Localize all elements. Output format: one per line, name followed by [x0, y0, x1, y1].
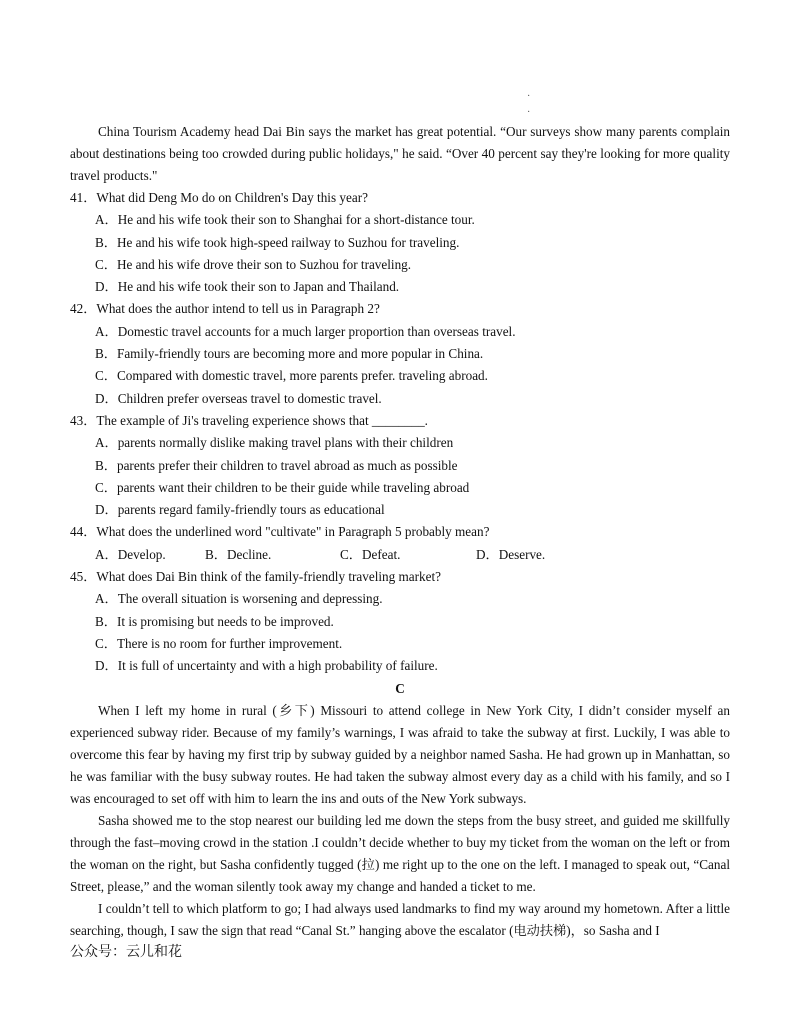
option-d: D．He and his wife took their son to Japan and Thailand.: [95, 279, 400, 295]
option-b: B．He and his wife took high-speed railway to Suzhou for traveling.: [95, 234, 460, 250]
question-stem: 42．What does the author intend to tell us in Paragraph 2?: [70, 301, 380, 317]
option-a: A．He and his wife took their son to Shanghai for a short-distance tour.: [95, 212, 475, 228]
question-stem: 44．What does the underlined word "cultivate" in Paragraph 5 probably mean?: [70, 524, 490, 540]
passage-c: [70, 700, 730, 942]
option-d: D．Deserve.: [476, 546, 546, 562]
option-d: D．parents regard family-friendly tours as educational: [95, 502, 385, 518]
option-b: B．Decline.: [205, 546, 272, 562]
option-a: A．Domestic travel accounts for a much larger proportion than overseas travel.: [95, 323, 516, 339]
option-d: D．Children prefer overseas travel to domestic travel.: [95, 390, 382, 406]
page-content: [70, 121, 730, 942]
option-d: D．It is full of uncertainty and with a high probability of failure.: [95, 658, 438, 674]
passage-paragraph: Sasha showed me to the stop nearest our building led me down the steps from the busy street, and guided me skillfully through the fast–moving crowd in the station .I couldn’t decide whether to buy my ticket from the woman on the left or from the woman on the right, but Sasha confidently tugged (拉) me right up to the one on the left. I managed to speak out, “Canal Street, please,” and the woman silently took away my change and handed a ticket to me.: [70, 812, 730, 894]
option-b: B．It is promising but needs to be improved.: [95, 613, 334, 629]
passage-paragraph: I couldn’t tell to which platform to go; I had always used landmarks to find my way around my hometown. After a little searching, though, I saw the sign that read “Canal St.” hanging above the escalator (电动扶梯)，so Sasha and I: [70, 900, 730, 938]
question-44: [70, 521, 730, 566]
header-dot-mark: ·: [527, 91, 531, 102]
option-a: A．Develop.: [95, 546, 166, 562]
section-heading: C: [395, 680, 405, 696]
question-stem: 41．What did Deng Mo do on Children's Day this year?: [70, 190, 368, 205]
footer-watermark-text: 公众号：云儿和花: [70, 944, 182, 960]
question-45: [70, 566, 730, 677]
question-41: [70, 187, 730, 298]
option-c: C．parents want their children to be their guide while traveling abroad: [95, 479, 470, 495]
option-row: [95, 544, 730, 566]
question-stem: 43．The example of Ji's traveling experience shows that ________.: [70, 412, 428, 428]
question-43: [70, 410, 730, 521]
option-b: B．Family-friendly tours are becoming more and more popular in China.: [95, 346, 484, 362]
intro-paragraph: China Tourism Academy head Dai Bin says the market has great potential. “Our surveys show many parents complain about destinations being too crowded during public holidays," he said. “Over 40 percent say they're looking for more quality travel products.": [70, 124, 730, 183]
option-c: C．There is no room for further improvement.: [95, 635, 343, 651]
passage-paragraph: When I left my home in rural (乡下) Missouri to attend college in New York City, I didn’t consider myself an experienced subway rider. Because of my family’s warnings, I was afraid to take the subway at first. Luckily, I was able to overcome this fear by having my first trip by subway guided by a neighbor named Sasha. He had grown up in Manhattan, so he was familiar with the busy subway routes. He had taken the subway almost every day as a child with his family, and so I was encouraged to set off with him to learn the ins and outs of the New York subways.: [70, 702, 730, 806]
option-c: C．Compared with domestic travel, more parents prefer. traveling abroad.: [95, 368, 488, 384]
question-42: [70, 298, 730, 409]
option-b: B．parents prefer their children to travel abroad as much as possible: [95, 457, 458, 473]
option-c: C．Defeat.: [340, 546, 401, 562]
option-a: A．The overall situation is worsening and depressing.: [95, 591, 383, 607]
header-dot-mark: ·: [527, 107, 531, 118]
option-c: C．He and his wife drove their son to Suzhou for traveling.: [95, 256, 412, 272]
option-a: A．parents normally dislike making travel plans with their children: [95, 435, 454, 451]
question-stem: 45．What does Dai Bin think of the family-friendly traveling market?: [70, 569, 441, 585]
